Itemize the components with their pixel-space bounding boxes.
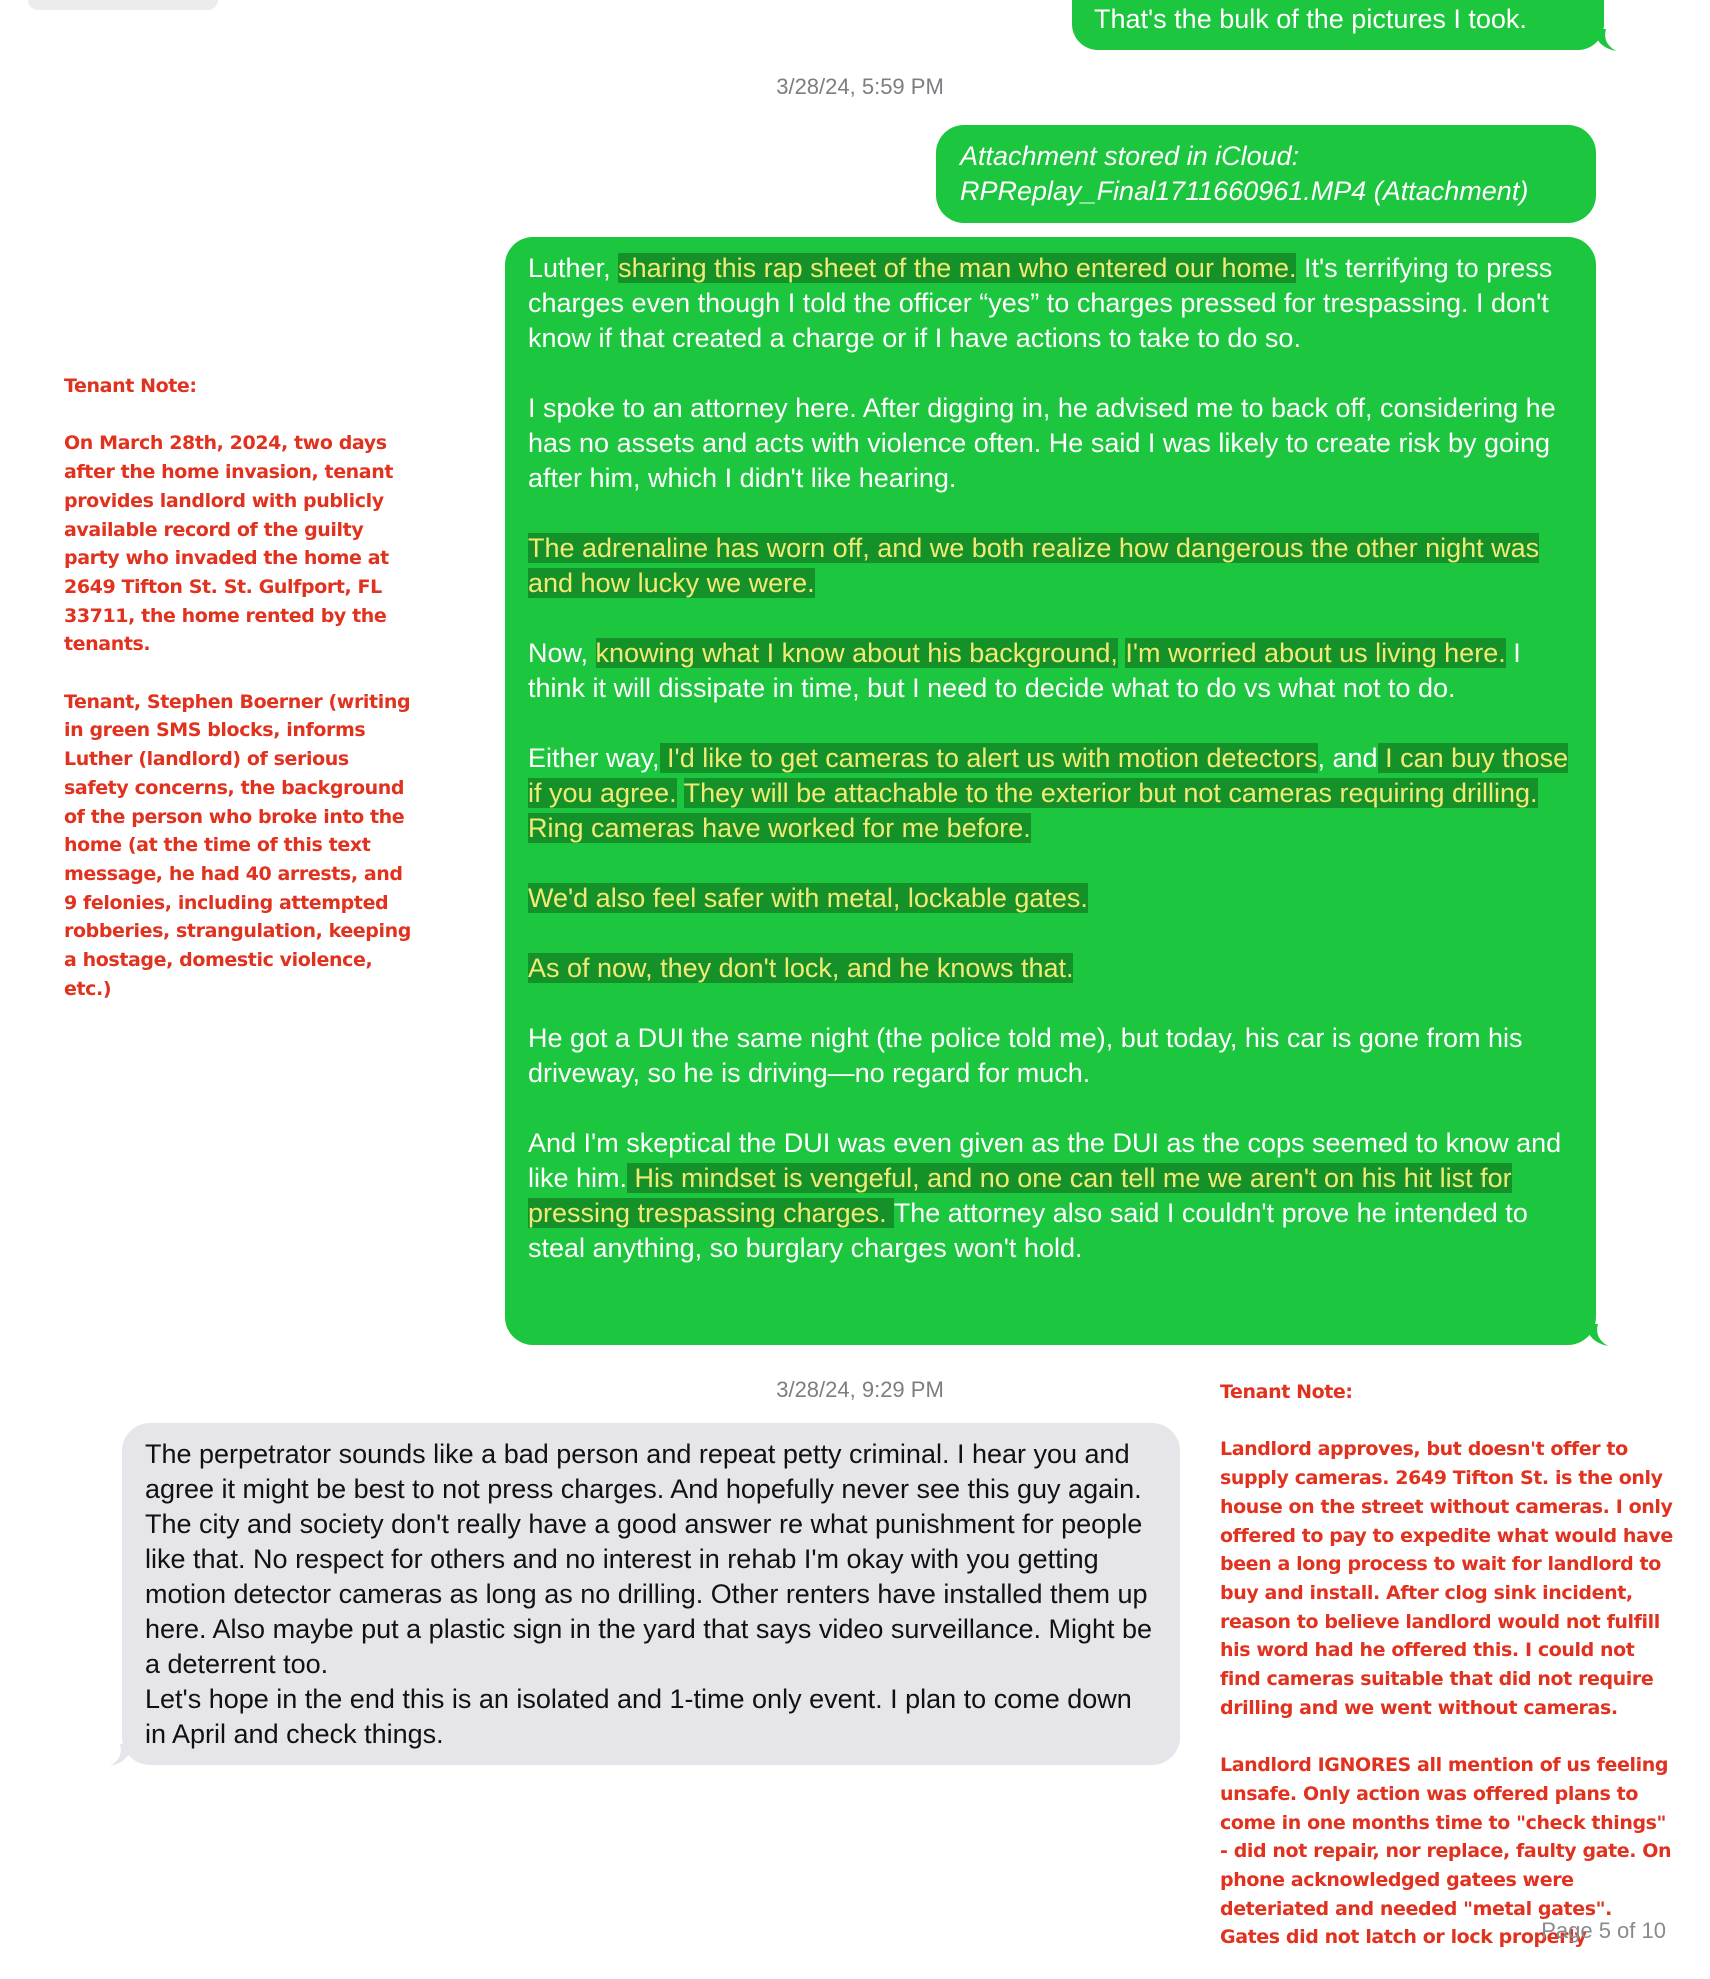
timestamp: 3/28/24, 5:59 PM (776, 74, 944, 99)
note-paragraph: On March 28th, 2024, two days after the home invasion, tenant provides landlord with publicly available record of the guilty party who invaded the home at 2649 Tifton St. St. Gulfport, FL 33711, the home rented by the tenants. (64, 432, 394, 656)
sent-message-bubble[interactable] (505, 237, 1596, 1345)
sent-message-bubble[interactable] (1072, 0, 1604, 50)
message-paragraph (528, 531, 1574, 601)
note-heading: Tenant Note: (1220, 1381, 1353, 1403)
bubble-tail (1594, 29, 1616, 51)
tenant-note-left (64, 372, 414, 1003)
timestamp: 3/28/24, 9:29 PM (776, 1377, 944, 1402)
attachment-label: Attachment stored in iCloud: (960, 141, 1300, 171)
message-paragraph: I spoke to an attorney here. After digging in, he advised me to back off, considering he has no assets and acts with violence often. He said I was likely to create risk by going after him, which I didn't like hearing. (528, 393, 1556, 493)
attachment-bubble[interactable] (936, 125, 1596, 223)
page-number: Page 5 of 10 (1541, 1918, 1666, 1943)
message-paragraph (528, 951, 1574, 986)
highlighted-text: I can buy those if you agree. (528, 743, 1569, 808)
message-text: That's the bulk of the pictures I took. (1094, 4, 1527, 34)
message-paragraph: And I'm skeptical the DUI was even given as the DUI as the cops seemed to know and like him. His mindset is vengeful, and no one can tell me we aren't on his hit list for pressing trespassing charges. The attorney also said I couldn't prove he intended to steal anything, so burglary charges won't hold. (528, 1128, 1562, 1263)
highlighted-text: I'd like to get cameras to alert us with motion detectors (659, 743, 1318, 773)
tenant-note-right (1220, 1378, 1676, 1952)
message-paragraph: Luther, sharing this rap sheet of the man who entered our home. It's terrifying to press charges even though I told the officer “yes” to charges pressed for trespassing. I don't know if that created a charge or if I have actions to take to do so. (528, 253, 1553, 353)
previous-bubble-stub (28, 0, 218, 10)
bubble-tail (110, 1744, 132, 1766)
attachment-filename[interactable]: RPReplay_Final1711660961.MP4 (Attachment) (960, 176, 1529, 206)
highlighted-text: They will be attachable to the exterior but not cameras requiring drilling. Ring cameras have worked for me before. (528, 778, 1538, 843)
highlighted-text: knowing what I know about his background, (595, 638, 1118, 668)
message-paragraph (528, 881, 1574, 916)
bubble-tail (1586, 1324, 1608, 1346)
message-paragraph: Now, knowing what I know about his background, I'm worried about us living here. I think it will dissipate in time, but I need to decide what to do vs what not to do. (528, 638, 1521, 703)
highlighted-text: His mindset is vengeful, and no one can tell me we aren't on his hit list for pressing trespassing charges. (528, 1163, 1512, 1228)
note-paragraph: Landlord IGNORES all mention of us feeling unsafe. Only action was offered plans to come in one months time to "check things" - did not repair, nor replace, faulty gate. On phone acknowledged gatees were deteriated and needed "metal gates". Gates did not latch or lock properly (1220, 1754, 1672, 1949)
message-paragraph: He got a DUI the same night (the police told me), but today, his car is gone from his driveway, so he is driving—no regard for much. (528, 1023, 1523, 1088)
highlighted-text: The adrenaline has worn off, and we both realize how dangerous the other night was and how lucky we were. (528, 533, 1540, 598)
highlighted-text: I'm worried about us living here. (1125, 638, 1506, 668)
message-paragraph: Let's hope in the end this is an isolated and 1-time only event. I plan to come down in April and check things. (145, 1684, 1132, 1749)
highlighted-text: We'd also feel safer with metal, lockable gates. (528, 883, 1088, 913)
message-paragraph: Either way, I'd like to get cameras to alert us with motion detectors, and I can buy those if you agree. They will be attachable to the exterior but not cameras requiring drilling. Ring cameras have worked for me before. (528, 743, 1569, 843)
message-paragraph: The perpetrator sounds like a bad person and repeat petty criminal. I hear you and agree it might be best to not press charges. And hopefully never see this guy again. The city and society don't really have a good answer re what punishment for people like that. No respect for others and no interest in rehab I'm okay with you getting motion detector cameras as long as no drilling. Other renters have installed them up here. Also maybe put a plastic sign in the yard that says video surveillance. Might be a deterrent too. (145, 1439, 1153, 1679)
note-paragraph: Tenant, Stephen Boerner (writing in green SMS blocks, informs Luther (landlord) of serious safety concerns, the background of the person who broke into the home (at the time of this text message, he had 40 arrests, and 9 felonies, including attempted robberies, strangulation, keeping a hostage, domestic violence, etc.) (64, 690, 411, 1000)
note-heading: Tenant Note: (64, 375, 197, 397)
highlighted-text: As of now, they don't lock, and he knows that. (528, 953, 1074, 983)
highlighted-text: sharing this rap sheet of the man who entered our home. (618, 253, 1297, 283)
received-message-bubble[interactable] (122, 1423, 1180, 1765)
note-paragraph: Landlord approves, but doesn't offer to supply cameras. 2649 Tifton St. is the only house on the street without cameras. I only offered to pay to expedite what would have been a long process to wait for landlord to buy and install. After clog sink incident, reason to believe landlord would not fulfill his word had he offered this. I could not find cameras suitable that did not require drilling and we went without cameras. (1220, 1438, 1673, 1719)
